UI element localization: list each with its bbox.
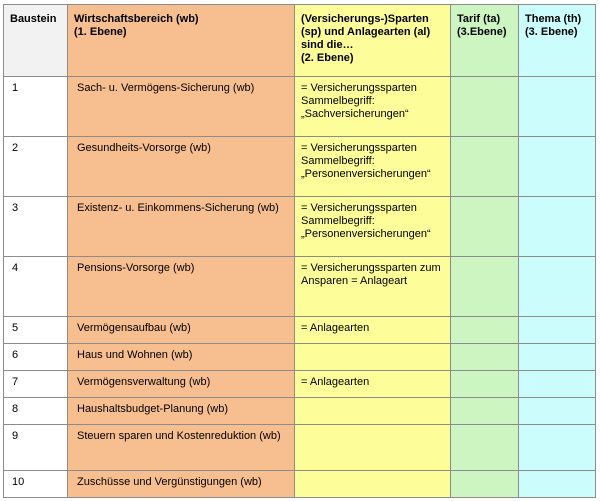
cell-thema	[519, 371, 596, 398]
cell-sparten: = Versicherungssparten zum Ansparen = Anlageart	[295, 257, 451, 317]
cell-tarif	[451, 317, 519, 344]
header-baustein: Baustein	[4, 5, 68, 77]
cell-baustein: 6	[4, 344, 68, 371]
table-row	[4, 197, 596, 257]
header-thema: Thema (th) (3. Ebene)	[519, 5, 596, 77]
cell-wirtschaftsbereich: Vermögensverwaltung (wb)	[68, 371, 295, 398]
cell-sparten	[295, 398, 451, 425]
table-row	[4, 77, 596, 137]
cell-sparten: = Anlagearten	[295, 317, 451, 344]
cell-sparten	[295, 425, 451, 471]
cell-baustein: 1	[4, 77, 68, 137]
cell-wirtschaftsbereich: Steuern sparen und Kostenreduktion (wb)	[68, 425, 295, 471]
header-sparten: (Versicherungs-)Sparten (sp) und Anlagearten (al) sind die… (2. Ebene)	[295, 5, 451, 77]
cell-sparten	[295, 344, 451, 371]
cell-thema	[519, 425, 596, 471]
header-tarif: Tarif (ta) (3.Ebene)	[451, 5, 519, 77]
cell-wirtschaftsbereich: Pensions-Vorsorge (wb)	[68, 257, 295, 317]
cell-tarif	[451, 344, 519, 371]
cell-tarif	[451, 77, 519, 137]
cell-thema	[519, 137, 596, 197]
cell-thema	[519, 197, 596, 257]
cell-baustein: 8	[4, 398, 68, 425]
cell-wirtschaftsbereich: Zuschüsse und Vergünstigungen (wb)	[68, 471, 295, 498]
cell-tarif	[451, 257, 519, 317]
cell-tarif	[451, 471, 519, 498]
cell-thema	[519, 317, 596, 344]
cell-baustein: 2	[4, 137, 68, 197]
table-row	[4, 137, 596, 197]
cell-tarif	[451, 425, 519, 471]
cell-wirtschaftsbereich: Haus und Wohnen (wb)	[68, 344, 295, 371]
cell-wirtschaftsbereich: Existenz- u. Einkommens-Sicherung (wb)	[68, 197, 295, 257]
table-row	[4, 471, 596, 498]
cell-thema	[519, 344, 596, 371]
cell-baustein: 10	[4, 471, 68, 498]
cell-baustein: 5	[4, 317, 68, 344]
table-row	[4, 371, 596, 398]
table-row	[4, 317, 596, 344]
cell-sparten: = Anlagearten	[295, 371, 451, 398]
cell-wirtschaftsbereich: Gesundheits-Vorsorge (wb)	[68, 137, 295, 197]
cell-baustein: 9	[4, 425, 68, 471]
insurance-structure-table	[3, 4, 596, 498]
cell-sparten: = Versicherungssparten Sammelbegriff: „Personenversicherungen“	[295, 197, 451, 257]
cell-tarif	[451, 371, 519, 398]
table-header-row	[4, 5, 596, 77]
cell-wirtschaftsbereich: Sach- u. Vermögens-Sicherung (wb)	[68, 77, 295, 137]
cell-thema	[519, 257, 596, 317]
table-row	[4, 425, 596, 471]
cell-sparten: = Versicherungssparten Sammelbegriff: „Personenversicherungen“	[295, 137, 451, 197]
table-row	[4, 344, 596, 371]
header-wirtschaftsbereich: Wirtschaftsbereich (wb) (1. Ebene)	[68, 5, 295, 77]
cell-thema	[519, 398, 596, 425]
cell-sparten: = Versicherungssparten Sammelbegriff: „Sachversicherungen“	[295, 77, 451, 137]
document-table-wrapper	[3, 4, 596, 498]
cell-baustein: 3	[4, 197, 68, 257]
cell-sparten	[295, 471, 451, 498]
cell-tarif	[451, 137, 519, 197]
cell-wirtschaftsbereich: Haushaltsbudget-Planung (wb)	[68, 398, 295, 425]
cell-tarif	[451, 398, 519, 425]
cell-baustein: 7	[4, 371, 68, 398]
table-row	[4, 257, 596, 317]
table-row	[4, 398, 596, 425]
cell-thema	[519, 471, 596, 498]
cell-wirtschaftsbereich: Vermögensaufbau (wb)	[68, 317, 295, 344]
cell-tarif	[451, 197, 519, 257]
cell-thema	[519, 77, 596, 137]
cell-baustein: 4	[4, 257, 68, 317]
